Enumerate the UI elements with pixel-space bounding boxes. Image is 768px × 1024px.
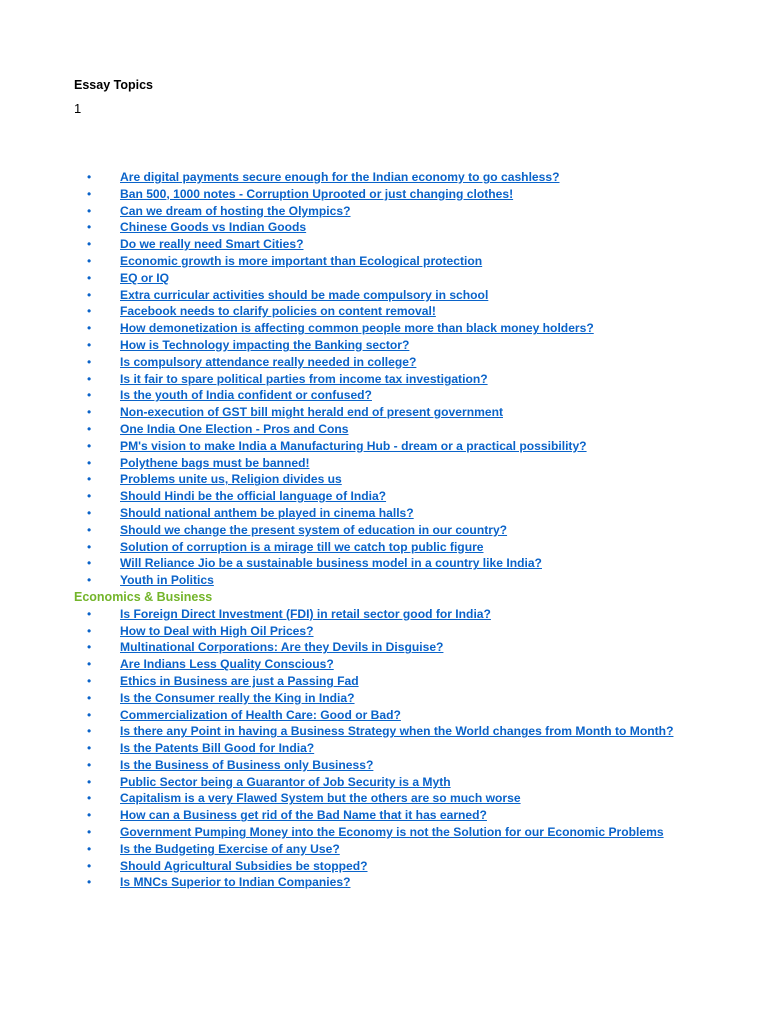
- list-item: [0, 690, 768, 707]
- bullet-icon: •: [87, 220, 92, 235]
- list-item: [0, 337, 768, 354]
- bullet-icon: •: [87, 875, 92, 890]
- list-item: [0, 858, 768, 875]
- list-item: [0, 707, 768, 724]
- topic-link[interactable]: Economic growth is more important than Ecological protection: [120, 253, 483, 268]
- list-item: [0, 505, 768, 522]
- list-item: [0, 522, 768, 539]
- list-item: [0, 169, 768, 186]
- bullet-icon: •: [87, 203, 92, 218]
- topic-link[interactable]: Is the Budgeting Exercise of any Use?: [120, 841, 340, 856]
- topic-link[interactable]: How can a Business get rid of the Bad Name that it has earned?: [120, 808, 487, 823]
- bullet-icon: •: [87, 354, 92, 369]
- topic-link[interactable]: Is the Patents Bill Good for India?: [120, 741, 315, 756]
- bullet-icon: •: [87, 421, 92, 436]
- topic-link[interactable]: Is Foreign Direct Investment (FDI) in retail sector good for India?: [120, 606, 491, 621]
- bullet-icon: •: [87, 573, 92, 588]
- list-item: [0, 253, 768, 270]
- topic-link[interactable]: Is it fair to spare political parties from income tax investigation?: [120, 371, 488, 386]
- topic-link[interactable]: How demonetization is affecting common people more than black money holders?: [120, 321, 594, 336]
- list-item: [0, 438, 768, 455]
- list-item: [0, 421, 768, 438]
- topic-link[interactable]: Problems unite us, Religion divides us: [120, 472, 342, 487]
- topic-link[interactable]: Is the Consumer really the King in India?: [120, 690, 355, 705]
- list-item: [0, 303, 768, 320]
- topic-link[interactable]: Are Indians Less Quality Conscious?: [120, 657, 334, 672]
- topic-link[interactable]: Are digital payments secure enough for the Indian economy to go cashless?: [120, 170, 560, 184]
- topic-link[interactable]: EQ or IQ: [120, 270, 170, 285]
- list-item: [0, 874, 768, 891]
- document-title: Essay Topics: [74, 78, 153, 92]
- bullet-icon: •: [87, 825, 92, 840]
- list-item: [0, 639, 768, 656]
- bullet-icon: •: [87, 858, 92, 873]
- list-item: [0, 824, 768, 841]
- topic-link[interactable]: Should we change the present system of education in our country?: [120, 522, 508, 537]
- topic-link[interactable]: Should national anthem be played in cinema halls?: [120, 505, 414, 520]
- bullet-icon: •: [87, 405, 92, 420]
- bullet-icon: •: [87, 741, 92, 756]
- list-item: [0, 841, 768, 858]
- topic-link[interactable]: Extra curricular activities should be made compulsory in school: [120, 287, 489, 302]
- list-item: [0, 774, 768, 791]
- bullet-icon: •: [87, 690, 92, 705]
- topic-link[interactable]: Non-execution of GST bill might herald end of present government: [120, 405, 503, 420]
- topic-link[interactable]: Youth in Politics: [120, 573, 214, 588]
- bullet-icon: •: [87, 321, 92, 336]
- list-item: [0, 757, 768, 774]
- bullet-icon: •: [87, 371, 92, 386]
- list-item: [0, 723, 768, 740]
- list-item: [0, 673, 768, 690]
- bullet-icon: •: [87, 455, 92, 470]
- list-item: [0, 186, 768, 203]
- topic-link[interactable]: One India One Election - Pros and Cons: [120, 421, 349, 436]
- topic-link[interactable]: Should Hindi be the official language of India?: [120, 489, 387, 504]
- list-item: [0, 488, 768, 505]
- bullet-icon: •: [87, 237, 92, 252]
- bullet-icon: •: [87, 489, 92, 504]
- topic-link[interactable]: Is MNCs Superior to Indian Companies?: [120, 875, 351, 890]
- bullet-icon: •: [87, 472, 92, 487]
- list-item: [0, 354, 768, 371]
- list-item: [0, 219, 768, 236]
- list-item: [0, 404, 768, 421]
- list-item: [0, 471, 768, 488]
- list-item: [0, 807, 768, 824]
- list-item: [0, 287, 768, 304]
- bullet-icon: •: [87, 287, 92, 302]
- list-item: [0, 539, 768, 556]
- list-item: [0, 740, 768, 757]
- bullet-icon: •: [87, 438, 92, 453]
- bullet-icon: •: [87, 505, 92, 520]
- bullet-icon: •: [87, 556, 92, 571]
- list-item: [0, 387, 768, 404]
- bullet-icon: •: [87, 337, 92, 352]
- topic-list: [0, 169, 768, 891]
- list-item: [0, 236, 768, 253]
- bullet-icon: •: [87, 539, 92, 554]
- list-item: [0, 555, 768, 572]
- topic-link[interactable]: Government Pumping Money into the Economy is not the Solution for our Economic Problems: [120, 825, 664, 840]
- bullet-icon: •: [87, 522, 92, 537]
- bullet-icon: •: [87, 304, 92, 319]
- topic-link[interactable]: Ban 500, 1000 notes - Corruption Uprooted or just changing clothes!: [120, 186, 514, 201]
- list-item: [0, 270, 768, 287]
- topic-link[interactable]: PM's vision to make India a Manufacturing Hub - dream or a practical possibility?: [120, 438, 587, 453]
- topic-link[interactable]: Is there any Point in having a Business Strategy when the World changes from Month to Month?: [120, 724, 674, 739]
- list-item: [0, 623, 768, 640]
- bullet-icon: •: [87, 791, 92, 806]
- topic-link[interactable]: Is the Business of Business only Business?: [120, 757, 374, 772]
- list-item: [0, 572, 768, 589]
- bullet-icon: •: [87, 774, 92, 789]
- bullet-icon: •: [87, 657, 92, 672]
- topic-link[interactable]: Solution of corruption is a mirage till we catch top public figure: [120, 539, 484, 554]
- bullet-icon: •: [87, 270, 92, 285]
- topic-link[interactable]: Multinational Corporations: Are they Devils in Disguise?: [120, 640, 444, 655]
- list-item: [0, 455, 768, 472]
- bullet-icon: •: [87, 808, 92, 823]
- topic-link[interactable]: Will Reliance Jio be a sustainable business model in a country like India?: [120, 556, 542, 571]
- topic-link[interactable]: Can we dream of hosting the Olympics?: [120, 203, 351, 218]
- bullet-icon: •: [87, 757, 92, 772]
- topic-link[interactable]: Should Agricultural Subsidies be stopped?: [120, 858, 368, 873]
- topic-link[interactable]: Is compulsory attendance really needed in college?: [120, 354, 417, 369]
- bullet-icon: •: [87, 623, 92, 638]
- topic-link[interactable]: How to Deal with High Oil Prices?: [120, 623, 314, 638]
- topic-link[interactable]: Capitalism is a very Flawed System but the others are so much worse: [120, 791, 521, 806]
- bullet-icon: •: [87, 673, 92, 688]
- bullet-icon: •: [87, 186, 92, 201]
- section-heading: Economics & Business: [74, 589, 213, 604]
- topic-link[interactable]: Do we really need Smart Cities?: [120, 237, 304, 252]
- bullet-icon: •: [87, 841, 92, 856]
- bullet-icon: •: [87, 253, 92, 268]
- page-number: 1: [74, 101, 82, 116]
- topic-link[interactable]: Ethics in Business are just a Passing Fad: [120, 673, 359, 688]
- topic-link[interactable]: Is the youth of India confident or confused?: [120, 388, 372, 403]
- list-item: [0, 656, 768, 673]
- list-item: [0, 320, 768, 337]
- topic-link[interactable]: Commercialization of Health Care: Good or Bad?: [120, 707, 401, 722]
- topic-link[interactable]: Facebook needs to clarify policies on content removal!: [120, 304, 436, 319]
- bullet-icon: •: [87, 170, 92, 184]
- topic-link[interactable]: Polythene bags must be banned!: [120, 455, 310, 470]
- bullet-icon: •: [87, 640, 92, 655]
- bullet-icon: •: [87, 707, 92, 722]
- topic-link[interactable]: Public Sector being a Guarantor of Job Security is a Myth: [120, 774, 451, 789]
- list-item: [0, 790, 768, 807]
- list-item: [0, 203, 768, 220]
- bullet-icon: •: [87, 388, 92, 403]
- topic-link[interactable]: Chinese Goods vs Indian Goods: [120, 220, 307, 235]
- bullet-icon: •: [87, 724, 92, 739]
- list-item: [0, 606, 768, 623]
- list-item: [0, 371, 768, 388]
- bullet-icon: •: [87, 606, 92, 621]
- topic-link[interactable]: How is Technology impacting the Banking sector?: [120, 337, 410, 352]
